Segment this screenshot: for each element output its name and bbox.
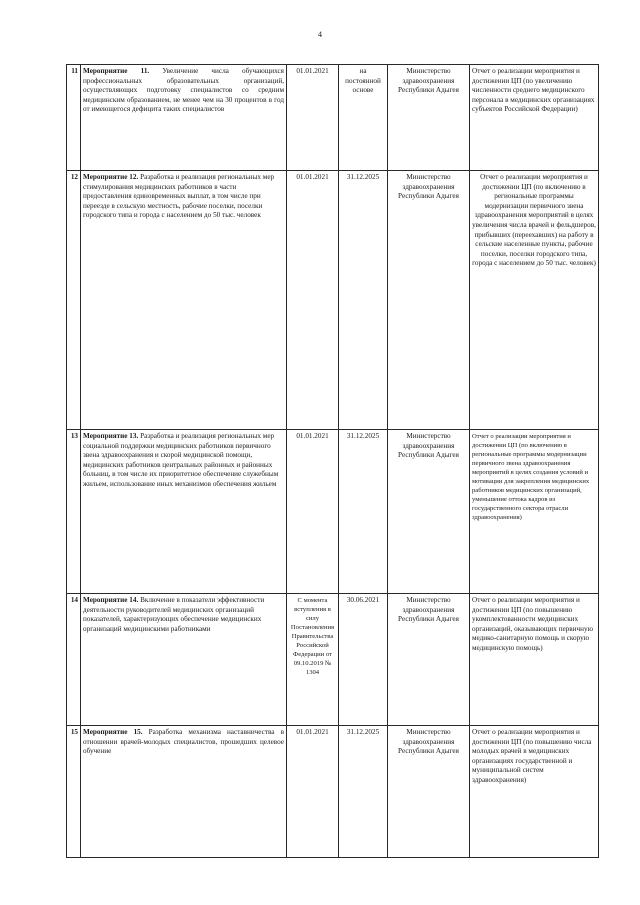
row-number: 15 xyxy=(67,726,81,858)
expected-result: Отчет о реализации мероприятия и достижении ЦП (по включению в региональные программы модернизации первичного звена здравоохранения мероприятий в целях увеличения числа врачей и фельдшеров, прибывших (переехавших) на работу в сельские населенные пункты, рабочие поселки, поселки городского типа, города с населением до 50 тыс. человек) xyxy=(470,171,599,430)
activity-description xyxy=(81,171,287,430)
activity-title: Мероприятие 14. xyxy=(83,596,139,604)
row-number: 14 xyxy=(67,594,81,726)
activity-description xyxy=(81,65,287,171)
expected-result: Отчет о реализации мероприятия и достижении ЦП (по повышению укомплектованности медицинских организаций, оказывающих первичную медико-санитарную помощь и скорую медицинскую помощь) xyxy=(470,594,599,726)
executor: Министерство здравоохранения Республики Адыгея xyxy=(388,430,470,594)
expected-result: Отчет о реализации мероприятия и достижении ЦП (по повышению числа молодых врачей в медицинских организациях государственной и муниципальной систем здравоохранения) xyxy=(470,726,599,858)
activity-text: Разработка и реализация региональных мер социальной поддержки медицинских работников первичного звена здравоохранения и скорой медицинской помощи, медицинских работников центральных районных и районных больниц, в том числе их приоритетное обеспечение служебным жильем, использование иных механизмов обеспечения жильем xyxy=(83,432,279,488)
table-row xyxy=(67,430,599,594)
activity-text: Включение в показатели эффективности деятельности руководителей медицинских организаций показателей, характеризующих обеспечение медицинских организаций медицинскими работниками xyxy=(83,596,265,633)
end-date: на постоянной основе xyxy=(339,65,388,171)
start-date: 01.01.2021 xyxy=(287,430,339,594)
activity-title: Мероприятие 13. xyxy=(83,432,139,440)
expected-result: Отчет о реализации мероприятия и достижении ЦП (по увеличению численности среднего медицинского персонала в медицинских организациях субъектов Российской Федерации) xyxy=(470,65,599,171)
expected-result: Отчет о реализации мероприятия и достижении ЦП (по включению в региональные программы модернизации первичного звена здравоохранения мероприятий в целях создания условий и мотивации для закрепления медицинских работников медицинских организаций, уменьшение оттока кадров из государственного сектора отрасли здравоохранения) xyxy=(470,430,599,594)
row-number: 11 xyxy=(67,65,81,171)
executor: Министерство здравоохранения Республики Адыгея xyxy=(388,171,470,430)
end-date: 31.12.2025 xyxy=(339,726,388,858)
activity-text: Увеличение числа обучающихся профессиональных образовательных организаций, осуществляющих подготовку специалистов со средним медицинским образованием, не менее чем на 30 процентов в год от имеющегося дефицита таких специалистов xyxy=(83,67,284,114)
activity-title: Мероприятие 11. xyxy=(83,67,150,75)
activity-description xyxy=(81,430,287,594)
table-row xyxy=(67,594,599,726)
row-number: 13 xyxy=(67,430,81,594)
activity-text: Разработка механизма наставничества в отношении врачей-молодых специалистов, прошедших целевое обучение xyxy=(83,728,284,756)
start-date: 01.01.2021 xyxy=(287,65,339,171)
activity-text: Разработка и реализация региональных мер стимулирования медицинских работников в части предоставления единовременных выплат, в том числе при переезде в сельскую местность, рабочие поселки, поселки городского типа и города с населением до 50 тыс. человек xyxy=(83,173,275,220)
row-number: 12 xyxy=(67,171,81,430)
activity-title: Мероприятие 12. xyxy=(83,173,139,181)
end-date: 30.06.2021 xyxy=(339,594,388,726)
activity-description xyxy=(81,594,287,726)
page-number: 4 xyxy=(318,30,322,39)
executor: Министерство здравоохранения Республики Адыгея xyxy=(388,594,470,726)
table-row xyxy=(67,171,599,430)
start-date: 01.01.2021 xyxy=(287,726,339,858)
activity-title: Мероприятие 15. xyxy=(83,728,143,736)
table-row xyxy=(67,726,599,858)
table-row xyxy=(67,65,599,171)
activities-table xyxy=(66,64,599,858)
executor: Министерство здравоохранения Республики Адыгея xyxy=(388,65,470,171)
end-date: 31.12.2025 xyxy=(339,171,388,430)
executor: Министерство здравоохранения Республики Адыгея xyxy=(388,726,470,858)
start-date: С момента вступления в силу Постановления Правительства Российской Федерации от 09.10.2019 № 1304 xyxy=(287,594,339,726)
start-date: 01.01.2021 xyxy=(287,171,339,430)
end-date: 31.12.2025 xyxy=(339,430,388,594)
activity-description xyxy=(81,726,287,858)
